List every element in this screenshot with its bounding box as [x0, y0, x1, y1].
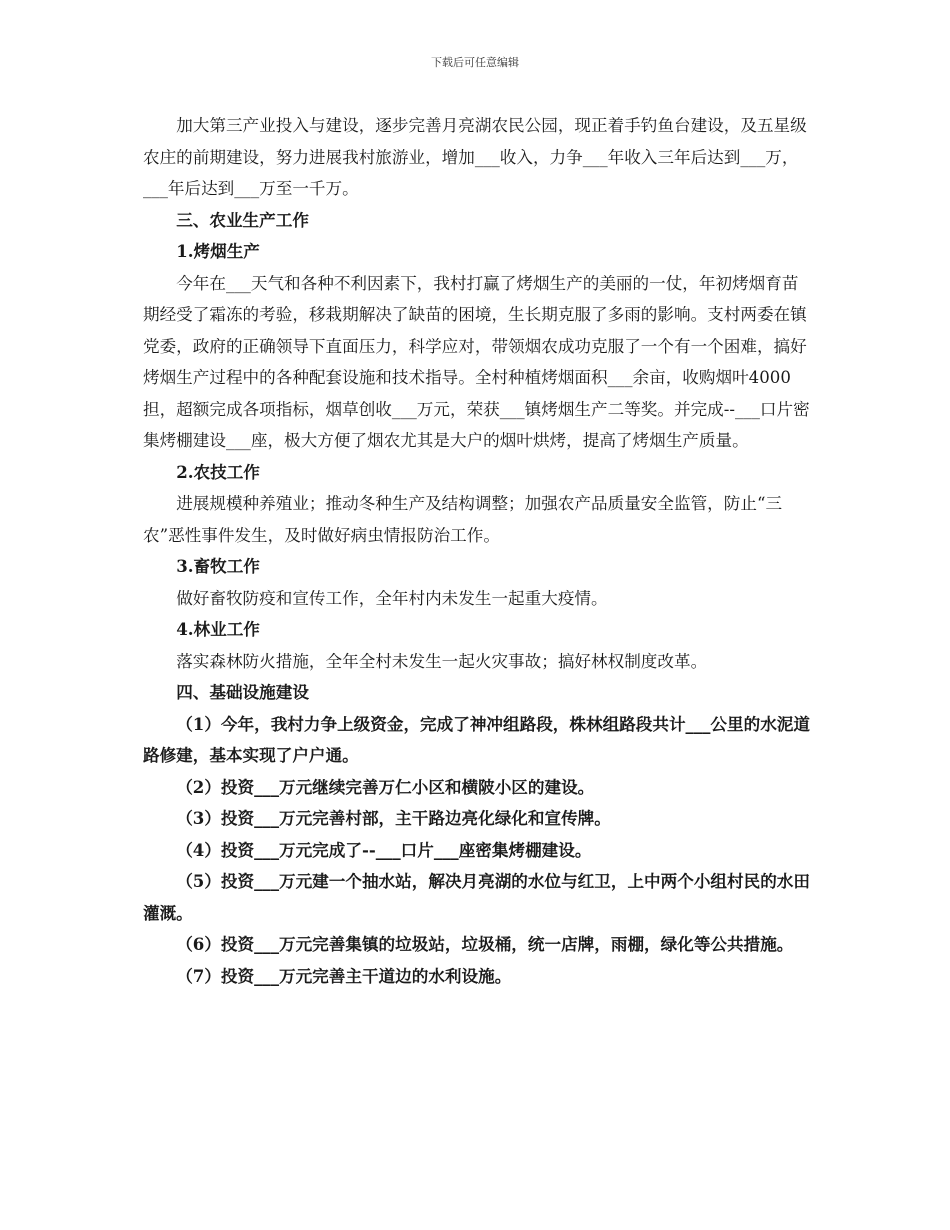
paragraph-agritech: 进展规模种养殖业；推动冬种生产及结构调整；加强农产品质量安全监管，防止“三农”恶性事件发生，及时做好病虫情报防治工作。	[143, 494, 783, 545]
subheading-livestock: 3.畜牧工作	[176, 556, 260, 576]
list-item-2: （2）投资___万元继续完善万仁小区和横陂小区的建设。	[176, 776, 595, 797]
list-item-7: （7）投资___万元完善主干道边的水利设施。	[176, 965, 512, 986]
paragraph-tobacco: 今年在___天气和各种不利因素下，我村打赢了烤烟生产的美丽的一仗，年初烤烟育苗期经受了霜冻的考验，移栽期解决了缺苗的困境，生长期克服了多雨的影响。支村两委在镇党委，政府的正确领导下直面压力，科学应对，带领烟农成功克服了一个有一个困难，搞好烤烟生产过程中的各种配套设施和技术指导。全村种植烤烟面积___余亩，收购烟叶4000担，超额完成各项指标，烟草创收___万元，荣获___镇烤烟生产二等奖。并完成--___口片密集烤棚建设___座，极大方便了烟农尤其是大户的烟叶烘烤，提高了烤烟生产质量。	[143, 273, 810, 450]
subheading-forestry: 4.林业工作	[176, 619, 260, 639]
paragraph-forestry: 落实森林防火措施，全年全村未发生一起火灾事故；搞好林权制度改革。	[176, 651, 708, 671]
subheading-agritech: 2.农技工作	[176, 461, 260, 482]
list-item-6: （6）投资___万元完善集镇的垃圾站，垃圾桶，统一店牌，雨棚，绿化等公共措施。	[176, 934, 794, 954]
list-item-4: （4）投资___万元完成了--___口片___座密集烤棚建设。	[176, 839, 592, 860]
section-heading-agriculture: 三、农业生产工作	[176, 209, 309, 230]
section-heading-infrastructure: 四、基础设施建设	[176, 682, 309, 702]
list-item-3: （3）投资___万元完善村部，主干路边亮化绿化和宣传牌。	[176, 808, 611, 828]
paragraph-tourism: 加大第三产业投入与建设，逐步完善月亮湖农民公园，现正着手钓鱼台建设，及五星级农庄的前期建设，努力进展我村旅游业，增加___收入，力争___年收入三年后达到___万，___年后达到___万至一千万。	[143, 116, 807, 198]
page-header: 下载后可任意编辑	[431, 56, 519, 69]
list-item-1: （1）今年，我村力争上级资金，完成了神冲组路段，株林组路段共计___公里的水泥道路修建，基本实现了户户通。	[143, 713, 810, 765]
list-item-5: （5）投资___万元建一个抽水站，解决月亮湖的水位与红卫，上中两个小组村民的水田灌溉。	[143, 871, 810, 923]
paragraph-livestock: 做好畜牧防疫和宣传工作，全年村内未发生一起重大疫情。	[176, 588, 608, 608]
subheading-tobacco: 1.烤烟生产	[176, 241, 260, 261]
document-body	[143, 110, 813, 992]
